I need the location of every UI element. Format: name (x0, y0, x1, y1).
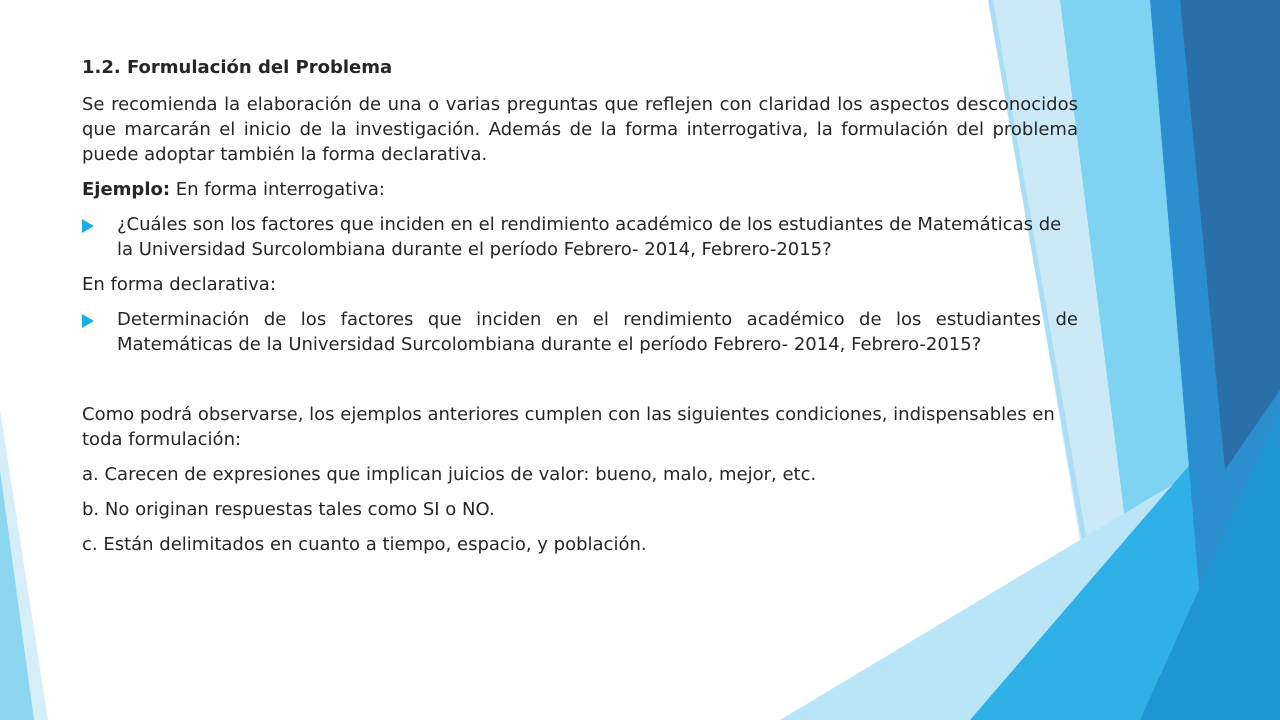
left-edge-blue-stripe (0, 470, 34, 720)
example-text: En forma interrogativa: (170, 179, 385, 200)
slide-content (82, 56, 1078, 567)
example-line (82, 177, 1078, 202)
declarative-bullet-text: Determinación de los factores que inciden en el rendimiento académico de los estudiantes de Matemáticas de la Universidad Surcolombiana durante el período Febrero- 2014, Febrero-2015? (117, 309, 1078, 355)
declarative-label: En forma declarativa: (82, 274, 276, 295)
condition-item: a. Carecen de expresiones que implican juicios de valor: bueno, malo, mejor, etc. (82, 464, 817, 485)
interrogative-bullet-text: ¿Cuáles son los factores que inciden en el rendimiento académico de los estudiantes de Matemáticas de la Universidad Surcolombiana durante el período Febrero- 2014, Febrero-2015? (117, 214, 1062, 260)
intro-paragraph: Se recomienda la elaboración de una o varias preguntas que reflejen con claridad los aspectos desconocidos que marcarán el inicio de la investigación. Además de la forma interrogativa, la formulación del problema puede adoptar también la forma declarativa. (82, 94, 1078, 165)
triangle-right-icon (82, 212, 117, 237)
spacer (82, 367, 1078, 402)
slide-heading: 1.2. Formulación del Problema (82, 57, 393, 78)
condition-item: b. No originan respuestas tales como SI o NO. (82, 499, 495, 520)
triangle-right-icon (82, 307, 117, 332)
conditions-intro: Como podrá observarse, los ejemplos anteriores cumplen con las siguientes condiciones, indispensables en toda formulación: (82, 404, 1055, 450)
interrogative-bullet-item (82, 212, 1078, 262)
declarative-bullet-item (82, 307, 1078, 357)
example-label: Ejemplo: (82, 179, 171, 200)
condition-item: c. Están delimitados en cuanto a tiempo, espacio, y población. (82, 534, 647, 555)
